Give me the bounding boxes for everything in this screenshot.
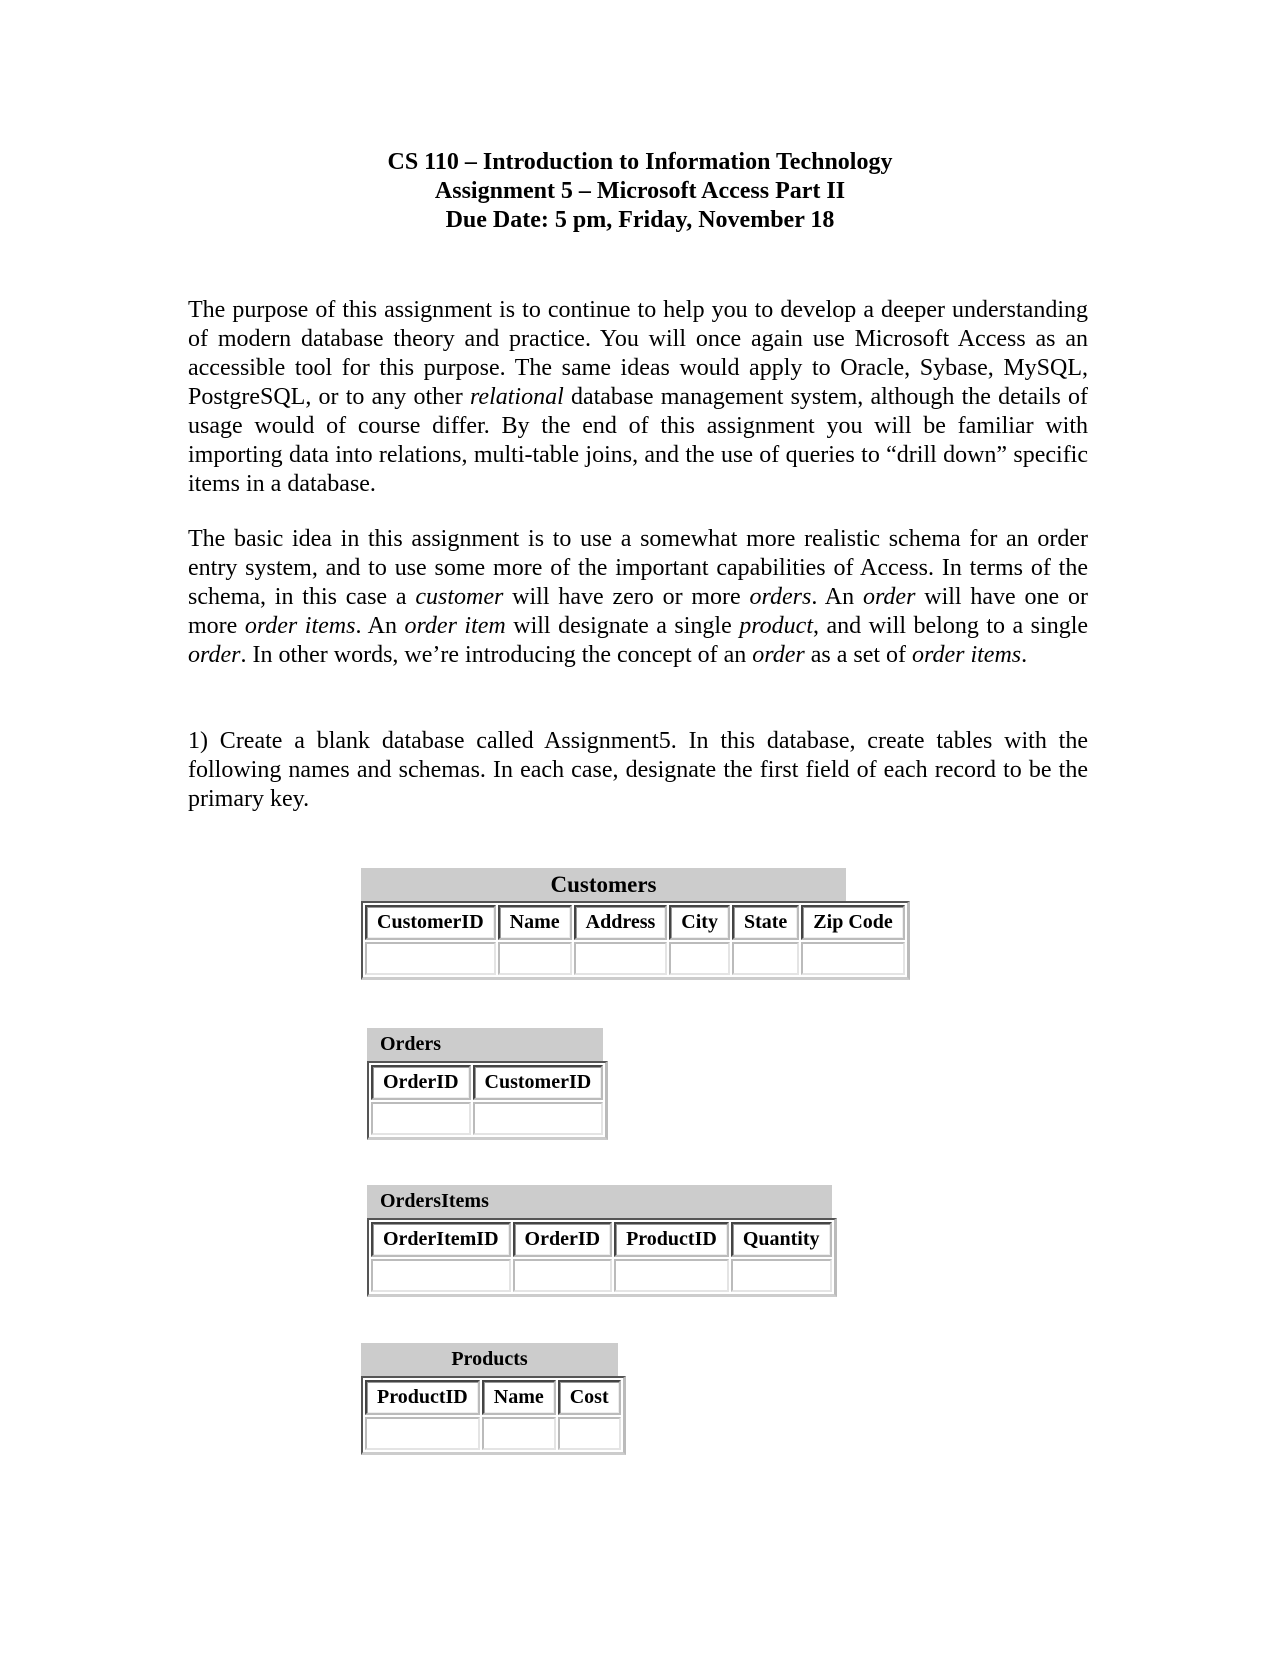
column-header: Address [574, 905, 668, 940]
due-date: Due Date: 5 pm, Friday, November 18 [445, 207, 835, 233]
course-title: CS 110 – Introduction to Information Technology [387, 149, 893, 175]
column-header: State [732, 905, 799, 940]
schema-emphasis: order [752, 642, 805, 668]
schema-text: will designate a single [505, 613, 740, 639]
assignment-title: Assignment 5 – Microsoft Access Part II [434, 178, 846, 204]
document-header [0, 148, 1280, 235]
empty-cell [513, 1259, 613, 1292]
empty-cell [669, 942, 730, 975]
schema-text: The basic idea in this assignment is to use a somewhat more realistic schema for an order entry system, and to use some more of the important capabilities of Access. In terms of the schema, in this case a [188, 526, 1088, 610]
empty-cell [614, 1259, 729, 1292]
column-header: OrderItemID [371, 1222, 511, 1257]
empty-cell [558, 1417, 621, 1450]
column-header: OrderID [371, 1065, 471, 1100]
column-header: City [669, 905, 730, 940]
table-title: Customers [361, 868, 846, 901]
customers-table [361, 868, 910, 980]
column-header: CustomerID [473, 1065, 604, 1100]
empty-cell [371, 1102, 471, 1135]
schema-emphasis: product [739, 613, 814, 639]
table-row [365, 942, 905, 975]
schema-text: will have one or more [188, 584, 1088, 639]
ordersitems-table [367, 1185, 837, 1297]
column-header: ProductID [365, 1380, 480, 1415]
empty-cell [365, 1417, 480, 1450]
schema-emphasis: order item [404, 613, 506, 639]
table-grid [367, 1218, 837, 1297]
schema-paragraph [188, 525, 1088, 670]
empty-cell [371, 1259, 511, 1292]
column-header: Name [498, 905, 572, 940]
column-header: Quantity [731, 1222, 832, 1257]
schema-text: , and will belong to a single [813, 613, 1089, 639]
schema-text: . [1021, 642, 1028, 668]
schema-emphasis: orders [749, 584, 812, 610]
schema-emphasis: customer [415, 584, 504, 610]
column-header: Name [482, 1380, 556, 1415]
table-row [371, 1102, 603, 1135]
column-header: OrderID [513, 1222, 613, 1257]
table-title: Orders [367, 1028, 603, 1061]
empty-cell [365, 942, 496, 975]
empty-cell [482, 1417, 556, 1450]
schema-emphasis: order items [244, 613, 356, 639]
table-title: OrdersItems [367, 1185, 832, 1218]
table-title: Products [361, 1343, 618, 1376]
schema-text: as a set of [804, 642, 913, 668]
empty-cell [498, 942, 572, 975]
schema-text: . An [811, 584, 863, 610]
table-grid [367, 1061, 608, 1140]
instruction-paragraph: 1) Create a blank database called Assignment5. In this database, create tables with the following names and schemas. In each case, designate the first field of each record to be the primary key. [188, 728, 1088, 812]
empty-cell [473, 1102, 604, 1135]
empty-cell [731, 1259, 832, 1292]
column-header: Cost [558, 1380, 621, 1415]
orders-table [367, 1028, 608, 1140]
schema-text: . In other words, we’re introducing the concept of an [240, 642, 753, 668]
products-table [361, 1343, 626, 1455]
empty-cell [732, 942, 799, 975]
intro-emphasis-relational: relational [469, 384, 564, 410]
table-row [365, 1417, 621, 1450]
schema-text: will have zero or more [503, 584, 750, 610]
column-header: Zip Code [801, 905, 904, 940]
intro-text-2: database management system, although the details of usage would of course differ. By the end of this assignment you will be familiar with importing data into relations, multi-table joins, and the use of queries to “drill down” specific items in a database. [188, 384, 1088, 497]
schema-emphasis: order items [912, 642, 1022, 668]
schema-emphasis: order [188, 642, 241, 668]
schema-text: . An [355, 613, 405, 639]
intro-text-1: The purpose of this assignment is to continue to help you to develop a deeper understanding of modern database theory and practice. You will once again use Microsoft Access as an accessible tool for this purpose. The same ideas would apply to Oracle, Sybase, MySQL, PostgreSQL, or to any other [188, 297, 1088, 410]
schema-emphasis: order [862, 584, 916, 610]
table-row [371, 1259, 832, 1292]
empty-cell [574, 942, 668, 975]
column-header: ProductID [614, 1222, 729, 1257]
empty-cell [801, 942, 904, 975]
column-header: CustomerID [365, 905, 496, 940]
table-grid [361, 1376, 626, 1455]
table-grid [361, 901, 910, 980]
intro-paragraph [188, 296, 1088, 499]
